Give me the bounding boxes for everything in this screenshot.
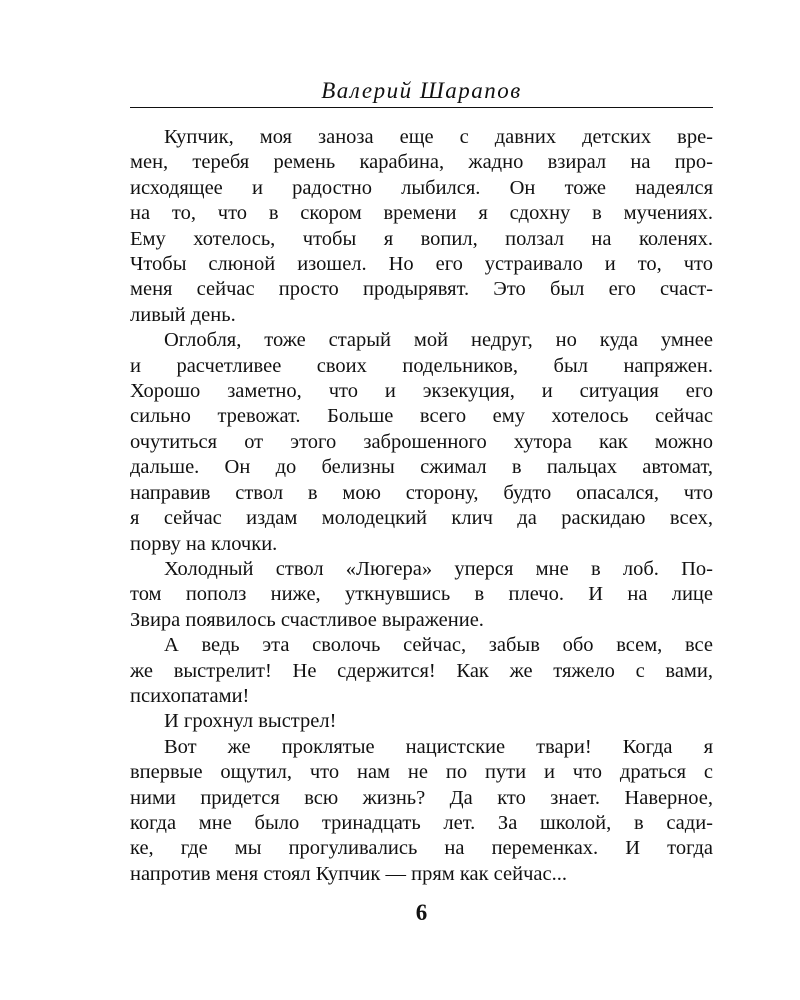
text-line: Звира появилось счастливое выражение. <box>130 608 484 631</box>
text-line: когда мне было тринадцать лет. За школой, в сади- <box>130 811 713 834</box>
text-line: дальше. Он до белизны сжимал в пальцах автомат, <box>130 456 713 479</box>
text-line: напротив меня стоял Купчик — прям как сейчас... <box>130 862 567 885</box>
book-page <box>130 0 713 1000</box>
text-line: И грохнул выстрел! <box>164 710 337 733</box>
text-line: ке, где мы прогуливались на переменках. И тогда <box>130 837 713 860</box>
text-line: Купчик, моя заноза еще с давних детских вре- <box>164 126 713 148</box>
running-header-author: Валерий Шарапов <box>321 78 522 103</box>
paragraph-3 <box>130 557 713 633</box>
text-line: Холодный ствол «Люгера» уперся мне в лоб. По- <box>164 557 713 580</box>
text-line: порву на клочки. <box>130 532 278 555</box>
paragraph-5 <box>130 709 713 734</box>
page-number: 6 <box>415 900 428 925</box>
text-line: ливый день. <box>130 303 236 326</box>
text-line: том пополз ниже, уткнувшись в плечо. И на лице <box>130 583 713 606</box>
paragraph-6 <box>130 735 713 887</box>
text-line: А ведь эта сволочь сейчас, забыв обо всем, все <box>164 634 713 657</box>
text-line: сильно тревожат. Больше всего ему хотелось сейчас <box>130 405 713 428</box>
text-line: меня сейчас просто продырявят. Это был его счаст- <box>130 278 713 301</box>
text-line: Чтобы слюной изошел. Но его устраивало и то, что <box>130 253 713 276</box>
header-rule <box>130 107 713 108</box>
text-line: же выстрелит! Не сдержится! Как же тяжело с вами, <box>130 659 713 682</box>
text-line: очутиться от этого заброшенного хутора как можно <box>130 430 713 453</box>
text-line: я сейчас издам молодецкий клич да раскидаю всех, <box>130 507 713 530</box>
paragraph-4 <box>130 633 713 709</box>
paragraph-2 <box>130 328 713 557</box>
body-text <box>130 125 713 887</box>
text-line: Оглобля, тоже старый мой недруг, но куда умнее <box>164 329 713 352</box>
text-line: впервые ощутил, что нам не по пути и что драться с <box>130 761 713 784</box>
text-line: исходящее и радостно лыбился. Он тоже надеялся <box>130 176 713 199</box>
text-line: Ему хотелось, чтобы я вопил, ползал на коленях. <box>130 227 713 250</box>
text-line: направив ствол в мою сторону, будто опасался, что <box>130 481 713 504</box>
text-line: Вот же проклятые нацистские твари! Когда я <box>164 735 713 758</box>
text-line: Хорошо заметно, что и экзекуция, и ситуация его <box>130 380 713 403</box>
paragraph-1 <box>130 125 713 328</box>
text-line: на то, что в скором времени я сдохну в мучениях. <box>130 202 713 225</box>
text-line: мен, теребя ремень карабина, жадно взирал на про- <box>130 151 713 174</box>
text-line: ними придется всю жизнь? Да кто знает. Наверное, <box>130 786 713 809</box>
text-line: и расчетливее своих подельников, был напряжен. <box>130 354 713 377</box>
text-line: психопатами! <box>130 684 250 707</box>
